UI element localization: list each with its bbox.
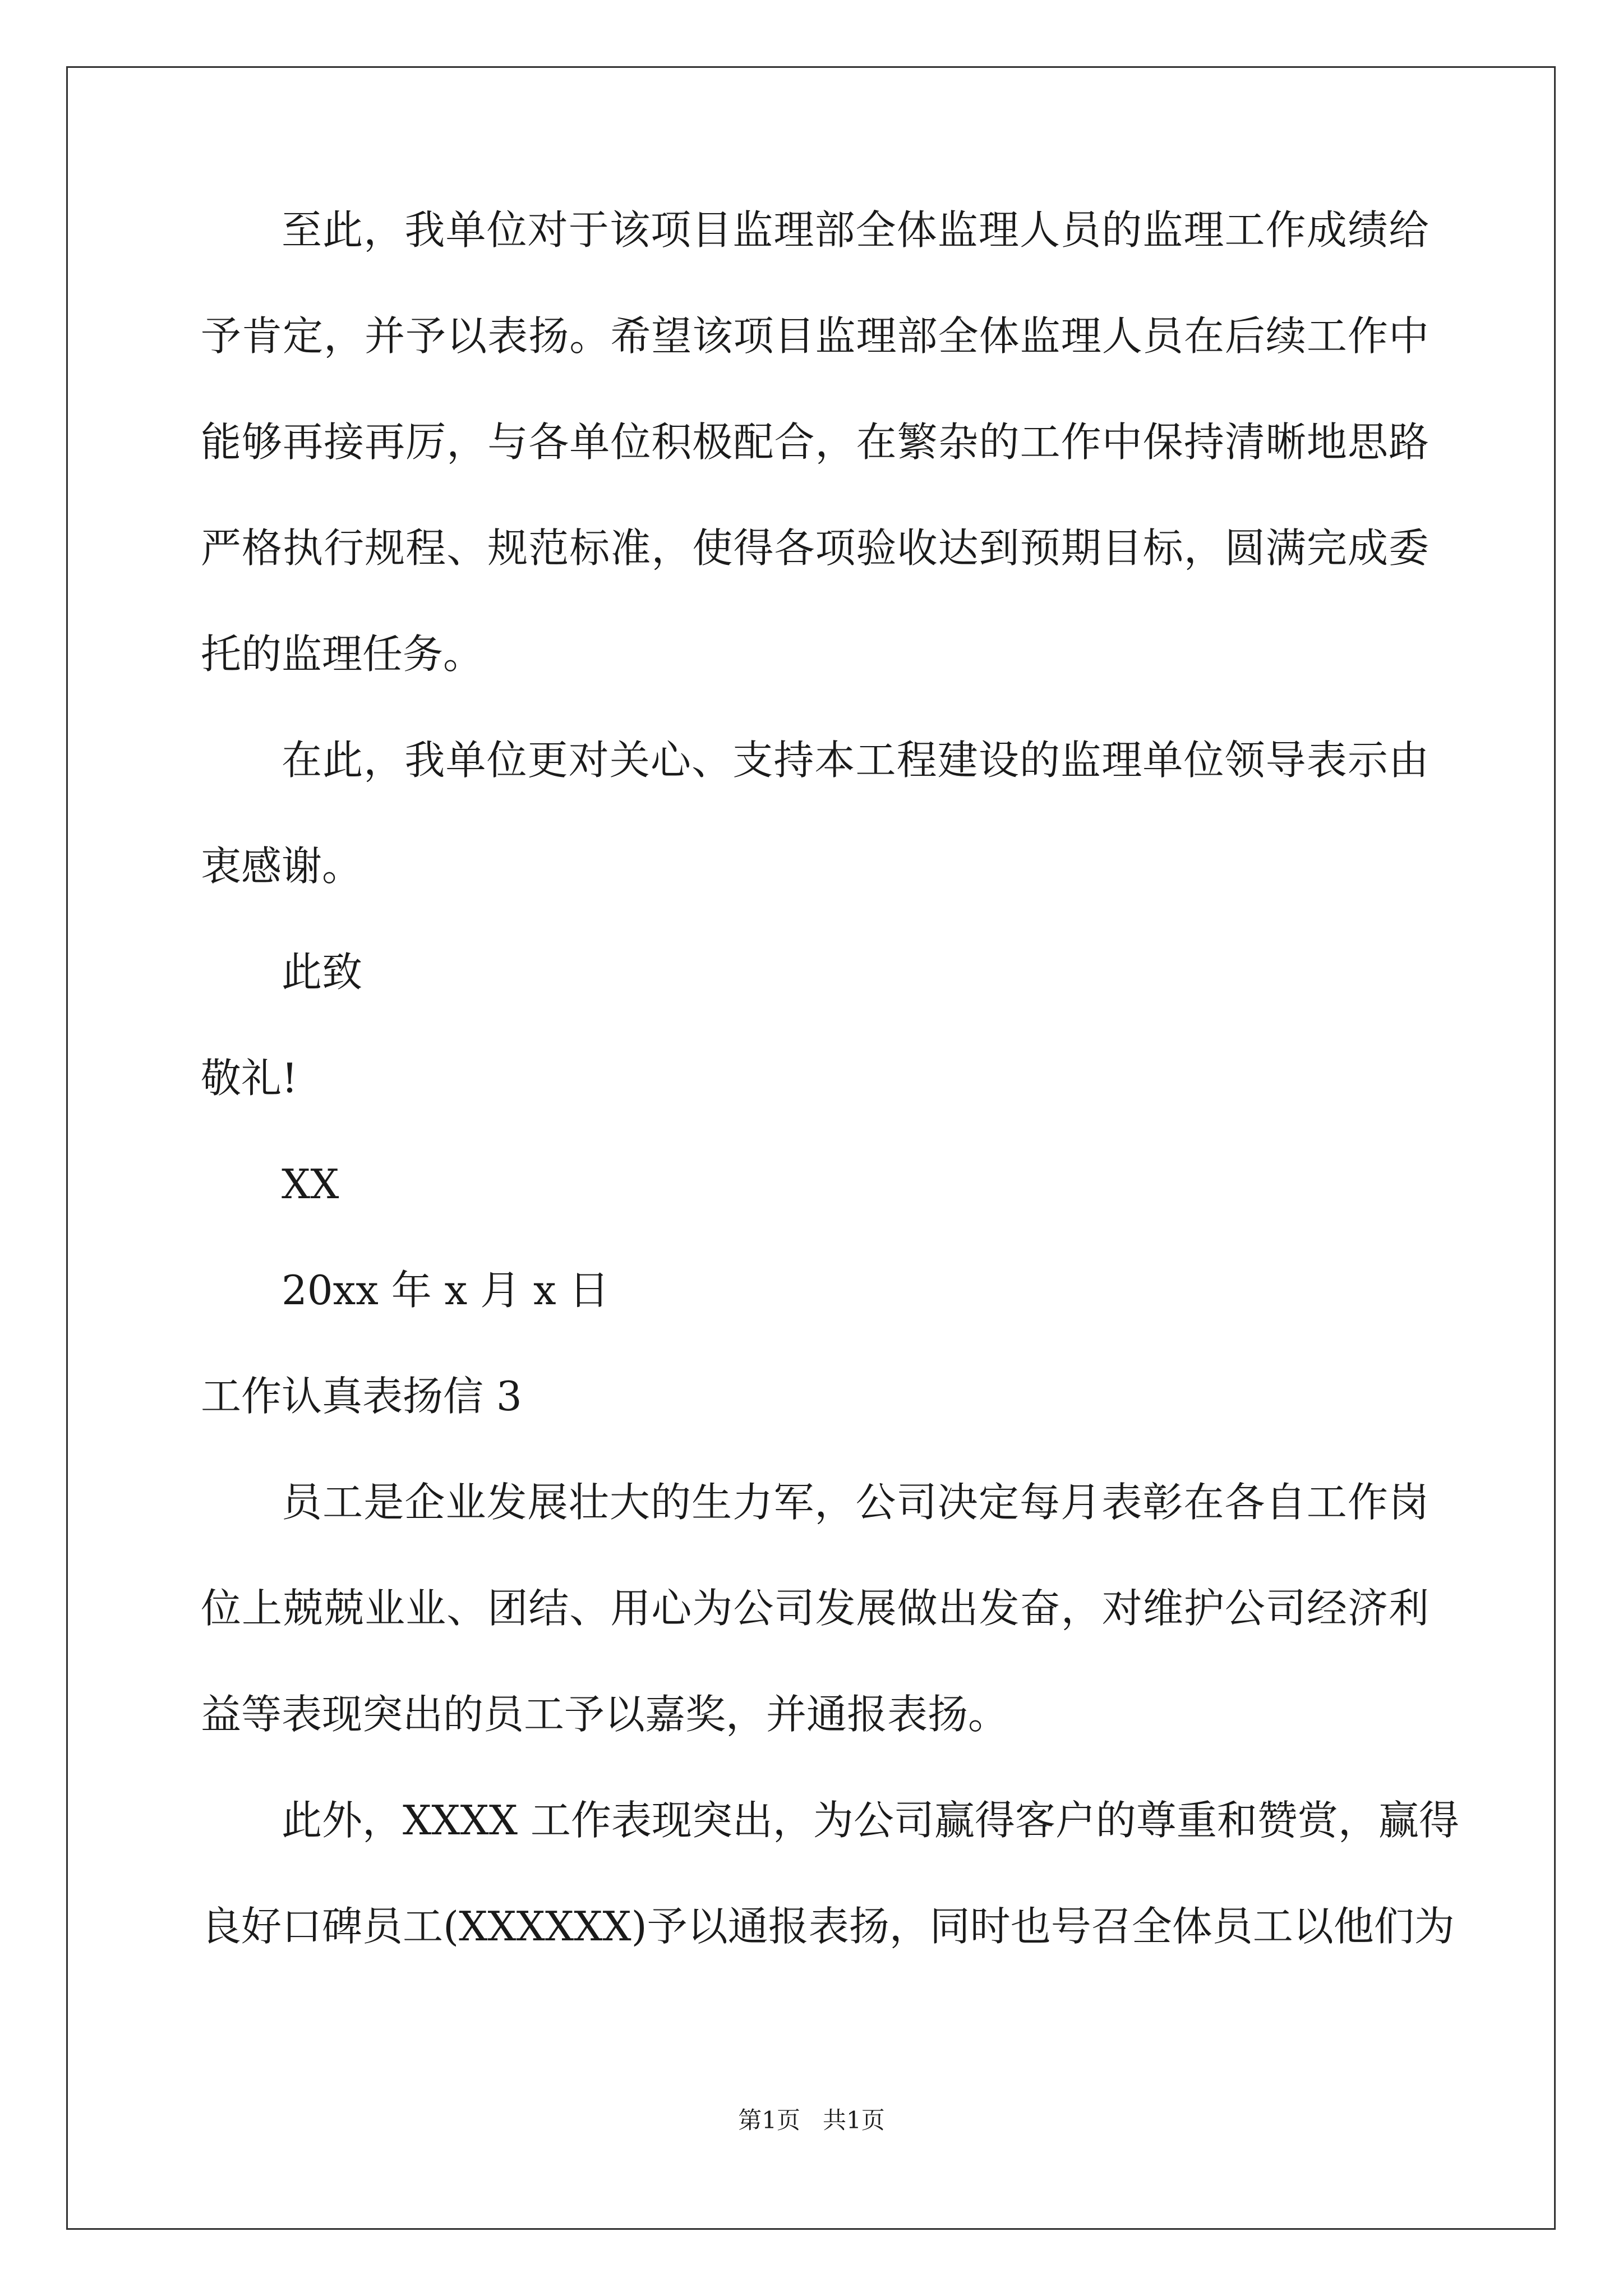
paragraph-line: 能够再接再厉，与各单位积极配合，在繁杂的工作中保持清晰地思路 xyxy=(201,418,1429,466)
paragraph-line: 位上兢兢业业、团结、用心为公司发展做出发奋，对维护公司经济利 xyxy=(201,1585,1429,1632)
paragraph-line: 益等表现突出的员工予以嘉奖，并通报表扬。 xyxy=(201,1691,1009,1738)
signature: XX xyxy=(282,1161,339,1208)
paragraph-line: 托的监理任务。 xyxy=(201,631,484,678)
date: 20xx 年 x 月 x 日 xyxy=(282,1267,610,1314)
paragraph-line: 至此，我单位对于该项目监理部全体监理人员的监理工作成绩给 xyxy=(282,206,1429,254)
paragraph-line: 在此，我单位更对关心、支持本工程建设的监理单位领导表示由 xyxy=(282,737,1429,784)
paragraph-line: 良好口碑员工(XXXXXX)予以通报表扬，同时也号召全体员工以他们为 xyxy=(201,1903,1455,1950)
closing-salutation: 此致 xyxy=(282,949,363,996)
closing-regards: 敬礼! xyxy=(201,1055,298,1102)
paragraph-line: 员工是企业发展壮大的生力军，公司决定每月表彰在各自工作岗 xyxy=(282,1479,1429,1526)
section-heading: 工作认真表扬信 3 xyxy=(201,1373,522,1420)
paragraph-line: 严格执行规程、规范标准，使得各项验收达到预期目标，圆满完成委 xyxy=(201,524,1429,572)
paragraph-line: 此外，XXXX 工作表现突出，为公司赢得客户的尊重和赞赏，赢得 xyxy=(282,1797,1459,1844)
paragraph-line: 衷感谢。 xyxy=(201,843,363,890)
page-footer: 第1页 共1页 xyxy=(738,2106,885,2134)
paragraph-line: 予肯定，并予以表扬。希望该项目监理部全体监理人员在后续工作中 xyxy=(201,312,1429,360)
